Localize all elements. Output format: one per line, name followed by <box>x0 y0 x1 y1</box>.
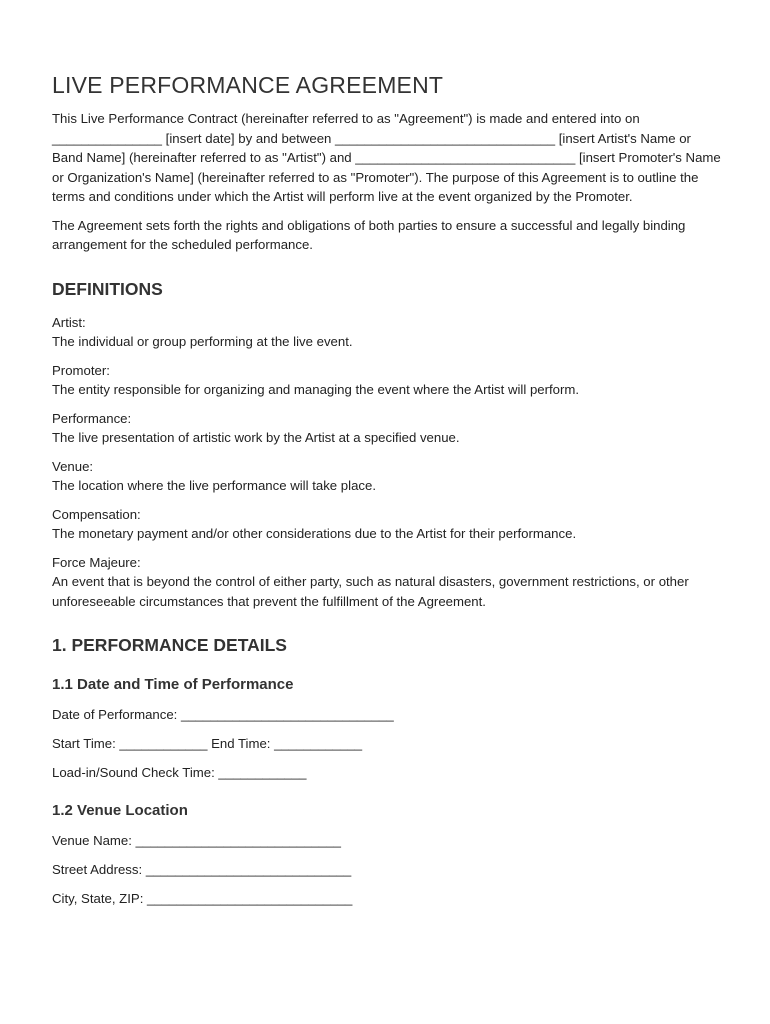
definition-description: An event that is beyond the control of either party, such as natural disasters, government restrictions, or other unforeseeable circumstances that prevent the fulfillment of the Agreement. <box>52 574 689 609</box>
document-title: LIVE PERFORMANCE AGREEMENT <box>52 72 444 98</box>
venue-name-field: Venue Name: ____________________________ <box>52 832 341 848</box>
definition-item <box>52 553 722 612</box>
definition-description: The individual or group performing at the live event. <box>52 334 353 349</box>
definition-term: Compensation: <box>52 506 141 522</box>
load-in-time-field: Load-in/Sound Check Time: ____________ <box>52 765 307 780</box>
definition-term: Promoter: <box>52 362 110 378</box>
definitions-heading: DEFINITIONS <box>52 278 163 299</box>
definition-item <box>52 313 722 352</box>
venue-location-heading: 1.2 Venue Location <box>52 801 188 819</box>
date-of-performance-field: Date of Performance: _____________________________ <box>52 707 394 722</box>
definition-item <box>52 457 722 496</box>
definition-description: The entity responsible for organizing and managing the event where the Artist will perform. <box>52 382 580 397</box>
definition-term: Performance: <box>52 410 132 426</box>
definition-item <box>52 505 722 544</box>
definition-term: Venue: <box>52 458 94 474</box>
document-page <box>52 70 722 918</box>
city-state-zip-field: City, State, ZIP: ____________________________ <box>52 890 353 906</box>
date-time-heading: 1.1 Date and Time of Performance <box>52 676 294 693</box>
intro-paragraph-1: This Live Performance Contract (hereinafter referred to as "Agreement") is made and entered into on _______________ [insert date] by and between ______________________________ [insert Artist's Name or Band Name] (hereinafter referred to as "Artist") and ______________________________ [insert Promoter's Name or Organization's Name] (hereinafter referred to as "Promoter"). The purpose of this Agreement is to outline the terms and conditions under which the Artist will perform live at the event organized by the Promoter. <box>52 111 721 204</box>
definition-term: Force Majeure: <box>52 554 141 570</box>
street-address-field: Street Address: ____________________________ <box>52 861 352 877</box>
performance-details-heading: 1. PERFORMANCE DETAILS <box>52 635 287 655</box>
intro-paragraph-2: The Agreement sets forth the rights and obligations of both parties to ensure a successful and legally binding arrangement for the scheduled performance. <box>52 217 686 252</box>
definition-description: The monetary payment and/or other considerations due to the Artist for their performance. <box>52 526 577 541</box>
definition-item <box>52 361 722 400</box>
definition-description: The location where the live performance will take place. <box>52 478 376 493</box>
definition-item <box>52 409 722 448</box>
start-end-time-field: Start Time: ____________ End Time: ____________ <box>52 736 363 751</box>
definition-term: Artist: <box>52 314 86 330</box>
definition-description: The live presentation of artistic work by the Artist at a specified venue. <box>52 430 460 445</box>
